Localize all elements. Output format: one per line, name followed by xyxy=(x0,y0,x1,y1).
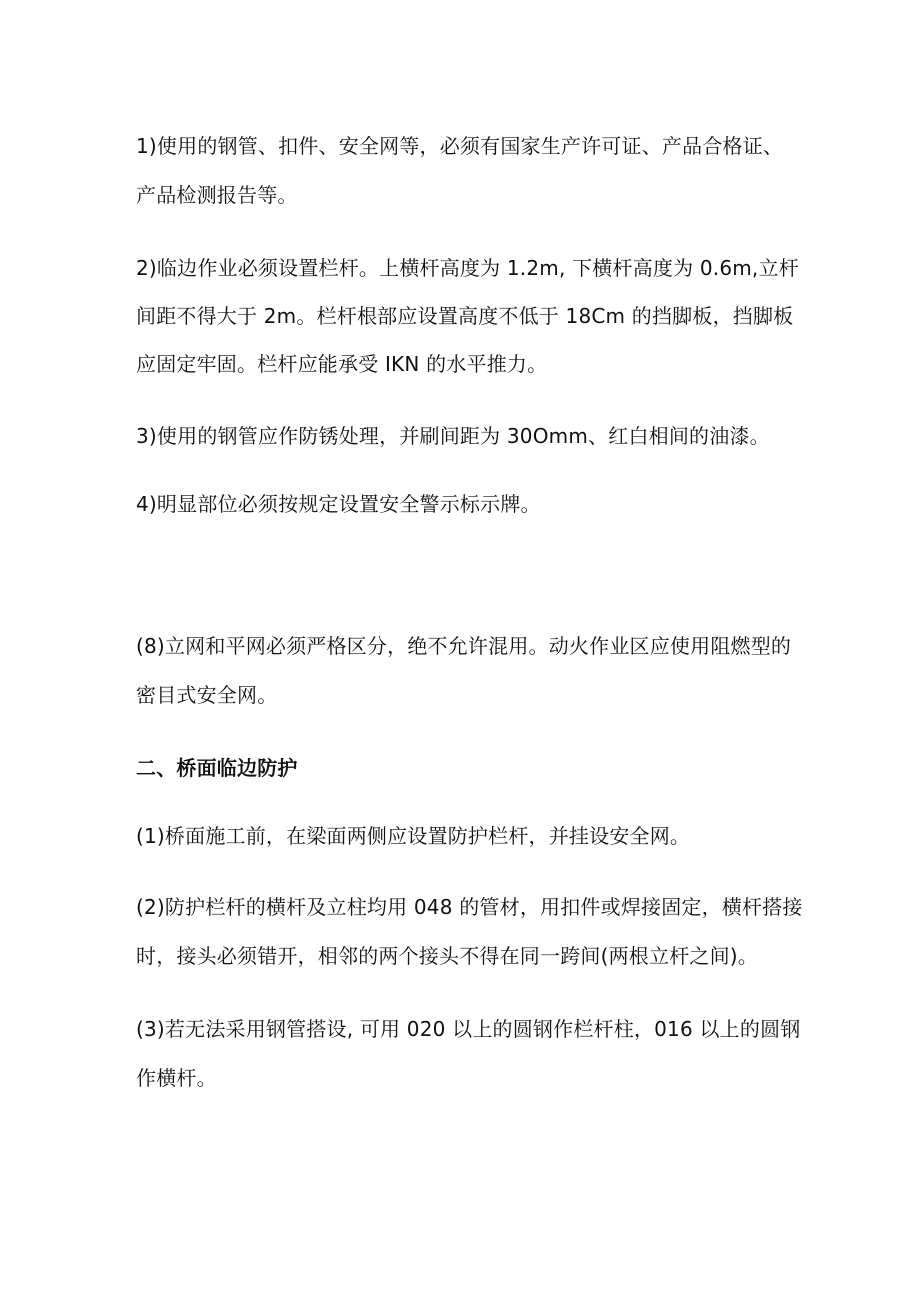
item-2-line-3: 应固定牢固。栏杆应能承受 IKN 的水平推力。 xyxy=(136,352,548,376)
section-2-item-1-line-1: (1)桥面施工前，在梁面两侧应设置防护栏杆，并挂设安全网。 xyxy=(136,824,691,848)
section-2-item-3-line-1: (3)若无法采用钢管搭设, 可用 020 以上的圆钢作栏杆柱，016 以上的圆钢 xyxy=(136,1017,801,1041)
section-2-item-2-line-2: 时，接头必须错开，相邻的两个接头不得在同一跨间(两根立杆之间)。 xyxy=(136,944,759,968)
item-8-line-2: 密目式安全网。 xyxy=(136,683,278,707)
item-2-line-2: 间距不得大于 2m。栏杆根部应设置高度不低于 18Cm 的挡脚板，挡脚板 xyxy=(136,304,794,328)
section-2-item-3-line-2: 作横杆。 xyxy=(136,1066,217,1090)
item-4-line-1: 4)明显部位必须按规定设置安全警示标示牌。 xyxy=(136,492,541,516)
item-3-line-1: 3)使用的钢管应作防锈处理，并刷间距为 30Omm、红白相间的油漆。 xyxy=(136,424,770,448)
item-1-line-2: 产品检测报告等。 xyxy=(136,183,298,207)
section-2-heading: 二、桥面临边防护 xyxy=(136,756,298,780)
item-2-line-1: 2)临边作业必须设置栏杆。上横杆高度为 1.2m, 下横杆高度为 0.6m,立杆 xyxy=(136,256,799,280)
item-1-line-1: 1)使用的钢管、扣件、安全网等，必须有国家生产许可证、产品合格证、 xyxy=(136,134,784,158)
section-2-item-2-line-1: (2)防护栏杆的横杆及立柱均用 048 的管材，用扣件或焊接固定，横杆搭接 xyxy=(136,895,803,919)
item-8-line-1: (8)立网和平网必须严格区分，绝不允许混用。动火作业区应使用阻燃型的 xyxy=(136,634,792,658)
